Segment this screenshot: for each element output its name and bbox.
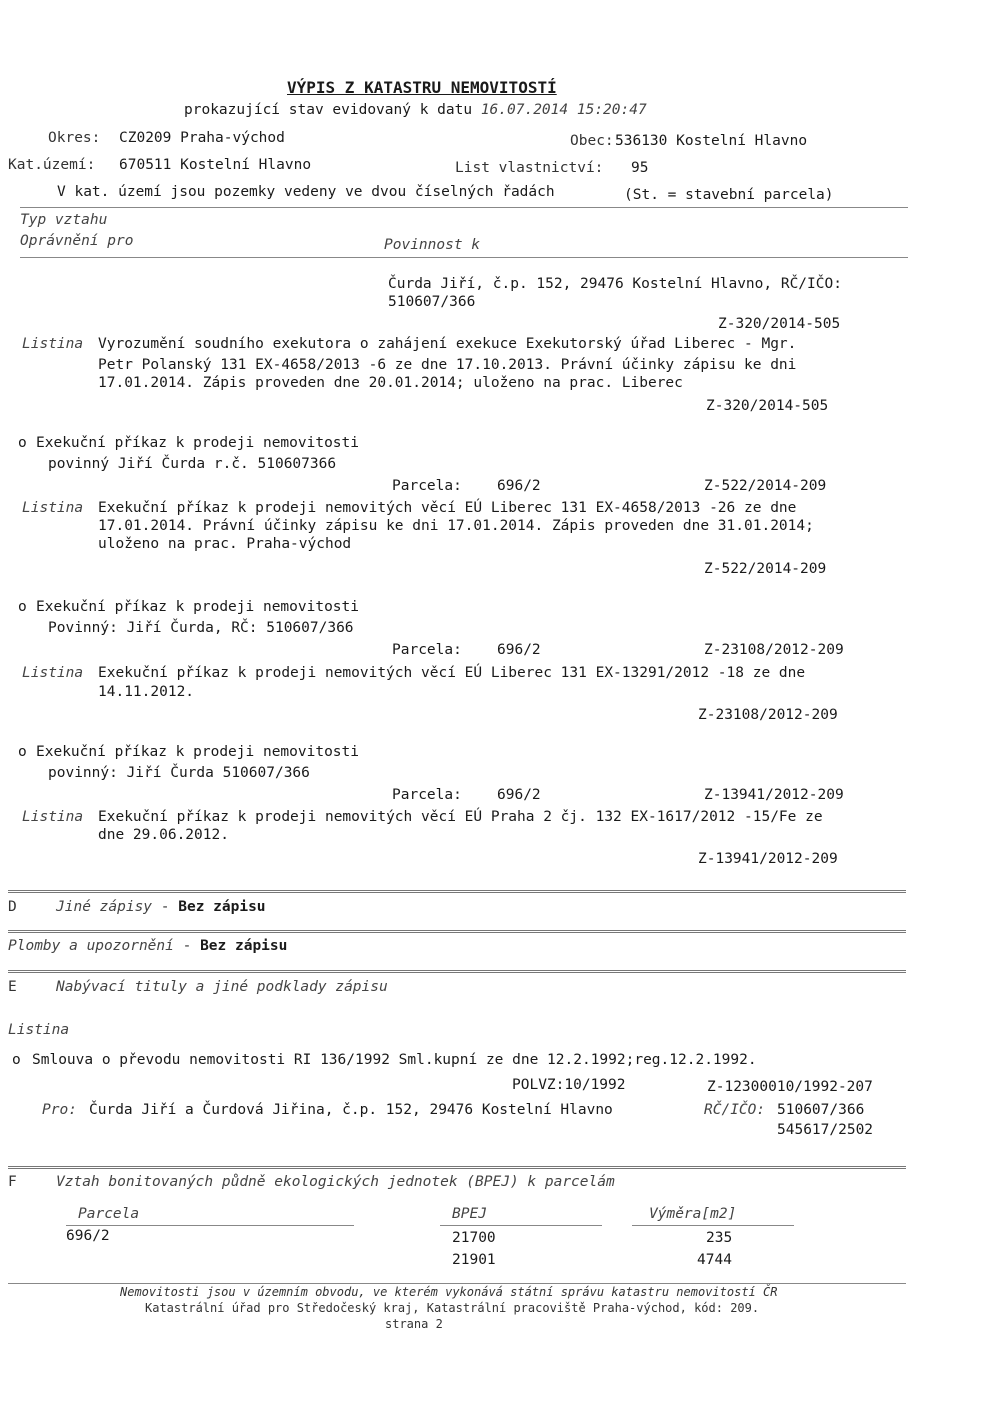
entry-ref: Z-23108/2012-209 bbox=[704, 642, 844, 658]
bpej-header-underline bbox=[440, 1225, 602, 1226]
bpej-header-underline bbox=[632, 1225, 794, 1226]
listina-label: Listina bbox=[22, 500, 84, 516]
rc-value-2: 545617/2502 bbox=[777, 1122, 874, 1138]
listina-text-line: 17.01.2014. Zápis proveden dne 20.01.2014; uloženo na prac. Liberec bbox=[98, 375, 683, 391]
listina-ref: Z-320/2014-505 bbox=[706, 398, 829, 414]
section-e-listina-label: Listina bbox=[8, 1022, 70, 1038]
rc-value-1: 510607/366 bbox=[777, 1102, 865, 1118]
entry-bullet: o bbox=[18, 599, 27, 615]
section-d-letter: D bbox=[8, 899, 17, 915]
subtitle-datetime: 16.07.2014 15:20:47 bbox=[480, 102, 647, 118]
bpej-cell-vymera: 235 bbox=[706, 1230, 733, 1246]
plomby-heading bbox=[8, 938, 287, 954]
bpej-cell-parcela: 696/2 bbox=[66, 1228, 110, 1244]
listina-text-line: Exekuční příkaz k prodeji nemovitých věcí EÚ Praha 2 čj. 132 EX-1617/2012 -15/Fe ze bbox=[98, 809, 823, 825]
entry-ref-bottom: Z-522/2014-209 bbox=[704, 561, 827, 577]
lv-label: List vlastnictví: bbox=[455, 160, 604, 176]
rady-note: V kat. území jsou pozemky vedeny ve dvou číselných řadách bbox=[57, 184, 555, 200]
plomby-divider bbox=[8, 930, 906, 933]
plomby-value: Bez zápisu bbox=[200, 938, 288, 954]
pro-label: Pro: bbox=[42, 1102, 77, 1118]
bpej-cell-code: 21700 bbox=[452, 1230, 496, 1246]
owner-line-1: Čurda Jiří, č.p. 152, 29476 Kostelní Hlavno, RČ/IČO: bbox=[388, 276, 842, 292]
lv-value: 95 bbox=[631, 160, 649, 176]
entry-parcela-label: Parcela: bbox=[392, 787, 462, 803]
section-d-dash: - bbox=[160, 899, 170, 915]
section-d-divider bbox=[8, 890, 906, 893]
page-number: strana 2 bbox=[385, 1317, 443, 1331]
document-title: VÝPIS Z KATASTRU NEMOVITOSTÍ bbox=[287, 78, 557, 97]
section-c-header-divider bbox=[20, 257, 908, 258]
bpej-col-parcela: Parcela bbox=[78, 1206, 140, 1222]
entry-bullet: o bbox=[18, 435, 27, 451]
rc-label: RČ/IČO: bbox=[704, 1102, 766, 1118]
footer-line-2: Katastrální úřad pro Středočeský kraj, Katastrální pracoviště Praha-východ, kód: 209. bbox=[145, 1301, 760, 1315]
entry-bullet: o bbox=[18, 744, 27, 760]
entry-ref-bottom: Z-13941/2012-209 bbox=[698, 851, 838, 867]
opravneni-pro-label: Oprávnění pro bbox=[20, 233, 134, 249]
section-d-title: Jiné zápisy bbox=[56, 899, 153, 915]
entry-obligor: povinný Jiří Čurda r.č. 510607366 bbox=[48, 456, 337, 472]
bpej-header-underline bbox=[66, 1225, 354, 1226]
subtitle-prefix: prokazující stav evidovaný k datu bbox=[184, 102, 473, 118]
footer-line-1: Nemovitosti jsou v územním obvodu, ve kterém vykonává státní správu katastru nemovitostí ČR bbox=[120, 1285, 778, 1299]
document-subtitle bbox=[184, 102, 647, 118]
listina-text-line: Petr Polanský 131 EX-4658/2013 -6 ze dne 17.10.2013. Právní účinky zápisu ke dni bbox=[98, 357, 797, 373]
obec-value: 536130 Kostelní Hlavno bbox=[615, 133, 808, 149]
section-d-value: Bez zápisu bbox=[178, 899, 266, 915]
listina-label: Listina bbox=[22, 336, 84, 352]
rady-note-legend: (St. = stavební parcela) bbox=[624, 187, 834, 203]
listina-label: Listina bbox=[22, 809, 84, 825]
entry-parcela-label: Parcela: bbox=[392, 642, 462, 658]
entry-parcela-value: 696/2 bbox=[497, 478, 541, 494]
bpej-col-bpej: BPEJ bbox=[452, 1206, 487, 1222]
entry-parcela-label: Parcela: bbox=[392, 478, 462, 494]
okres-label: Okres: bbox=[48, 130, 101, 146]
smlouva-bullet: o bbox=[12, 1052, 21, 1068]
entry-parcela-value: 696/2 bbox=[497, 787, 541, 803]
entry-heading: Exekuční příkaz k prodeji nemovitosti bbox=[36, 599, 360, 615]
listina-text-line: dne 29.06.2012. bbox=[98, 827, 229, 843]
bpej-cell-code: 21901 bbox=[452, 1252, 496, 1268]
listina-text-line: Vyrozumění soudního exekutora o zahájení exekuce Exekutorský úřad Liberec - Mgr. bbox=[98, 336, 797, 352]
section-e-title: Nabývací tituly a jiné podklady zápisu bbox=[56, 979, 388, 995]
povinnost-k-label: Povinnost k bbox=[384, 237, 481, 253]
entry-heading: Exekuční příkaz k prodeji nemovitosti bbox=[36, 435, 360, 451]
listina-text-line: uloženo na prac. Praha-východ bbox=[98, 536, 352, 552]
bpej-cell-vymera: 4744 bbox=[697, 1252, 732, 1268]
listina-text-line: Exekuční příkaz k prodeji nemovitých věcí EÚ Liberec 131 EX-4658/2013 -26 ze dne bbox=[98, 500, 797, 516]
smlouva-text: Smlouva o převodu nemovitosti RI 136/1992 Sml.kupní ze dne 12.2.1992;reg.12.2.1992. bbox=[32, 1052, 757, 1068]
section-f-title: Vztah bonitovaných půdně ekologických jednotek (BPEJ) k parcelám bbox=[56, 1174, 615, 1190]
entry-parcela-value: 696/2 bbox=[497, 642, 541, 658]
section-e-ref: Z-12300010/1992-207 bbox=[707, 1079, 873, 1095]
bpej-col-vymera: Výměra[m2] bbox=[649, 1206, 737, 1222]
footer-divider bbox=[8, 1283, 906, 1284]
owner-line-2: 510607/366 bbox=[388, 294, 476, 310]
plomby-dash: - bbox=[182, 938, 192, 954]
plomby-title: Plomby a upozornění bbox=[8, 938, 174, 954]
section-e-divider bbox=[8, 970, 906, 973]
section-f-divider bbox=[8, 1166, 906, 1169]
header-divider bbox=[20, 207, 908, 208]
section-e-letter: E bbox=[8, 979, 17, 995]
entry-heading: Exekuční příkaz k prodeji nemovitosti bbox=[36, 744, 360, 760]
section-f-letter: F bbox=[8, 1174, 17, 1190]
listina-text-line: 17.01.2014. Právní účinky zápisu ke dni 17.01.2014. Zápis proveden dne 31.01.2014; bbox=[98, 518, 814, 534]
typ-vztahu-label: Typ vztahu bbox=[20, 212, 108, 228]
katuzemi-label: Kat.území: bbox=[8, 157, 96, 173]
entry-obligor: povinný: Jiří Čurda 510607/366 bbox=[48, 765, 310, 781]
section-d-heading bbox=[56, 899, 266, 915]
entry-ref: Z-522/2014-209 bbox=[704, 478, 827, 494]
pro-value: Čurda Jiří a Čurdová Jiřina, č.p. 152, 29476 Kostelní Hlavno bbox=[89, 1102, 613, 1118]
polvz-value: POLVZ:10/1992 bbox=[512, 1077, 626, 1093]
listina-text-line: Exekuční příkaz k prodeji nemovitých věcí EÚ Liberec 131 EX-13291/2012 -18 ze dne bbox=[98, 665, 806, 681]
listina-text-line: 14.11.2012. bbox=[98, 684, 195, 700]
entry-obligor: Povinný: Jiří Čurda, RČ: 510607/366 bbox=[48, 620, 354, 636]
katuzemi-value: 670511 Kostelní Hlavno bbox=[119, 157, 312, 173]
obec-label: Obec: bbox=[570, 133, 614, 149]
entry-ref-bottom: Z-23108/2012-209 bbox=[698, 707, 838, 723]
listina-label: Listina bbox=[22, 665, 84, 681]
owner-ref: Z-320/2014-505 bbox=[718, 316, 841, 332]
okres-value: CZ0209 Praha-východ bbox=[119, 130, 285, 146]
entry-ref: Z-13941/2012-209 bbox=[704, 787, 844, 803]
